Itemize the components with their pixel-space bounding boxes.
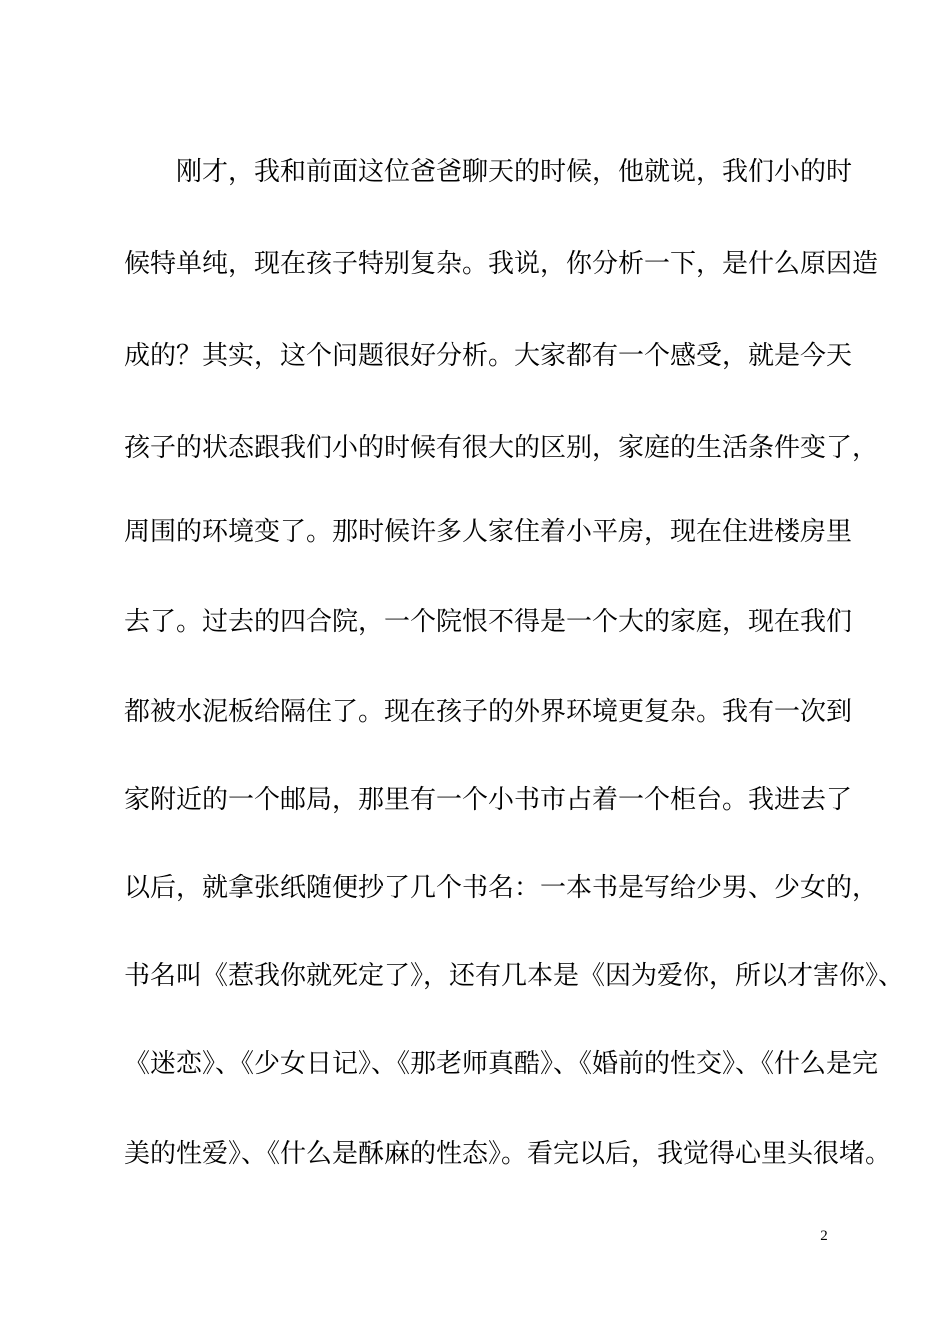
paragraph-line-8: 家附近的一个邮局，那里有一个小书市占着一个柜台。我进去了 [124,785,853,815]
paragraph-line-4: 孩子的状态跟我们小的时候有很大的区别，家庭的生活条件变了， [124,433,879,463]
page-number: 2 [820,1228,828,1244]
paragraph-line-2: 候特单纯，现在孩子特别复杂。我说，你分析一下，是什么原因造 [124,249,879,279]
paragraph-line-9: 以后，就拿张纸随便抄了几个书名：一本书是写给少男、少女的， [124,873,879,903]
paragraph-line-7: 都被水泥板给隔住了。现在孩子的外界环境更复杂。我有一次到 [124,697,853,727]
paragraph-line-6: 去了。过去的四合院，一个院恨不得是一个大的家庭，现在我们 [124,607,853,637]
paragraph-line-5: 周围的环境变了。那时候许多人家住着小平房，现在住进楼房里 [124,517,853,547]
paragraph-line-10: 书名叫《惹我你就死定了》，还有几本是《因为爱你，所以才害你》、 [124,961,905,991]
paragraph-line-12: 美的性爱》、《什么是酥麻的性态》。看完以后，我觉得心里头很堵。 [124,1139,892,1169]
paragraph-line-11: 《迷恋》、《少女日记》、《那老师真酷》、《婚前的性交》、《什么是完 [124,1049,879,1079]
paragraph-line-1: 刚才，我和前面这位爸爸聊天的时候，他就说，我们小的时 [176,157,853,187]
paragraph-line-3: 成的？其实，这个问题很好分析。大家都有一个感受，就是今天 [124,341,853,371]
